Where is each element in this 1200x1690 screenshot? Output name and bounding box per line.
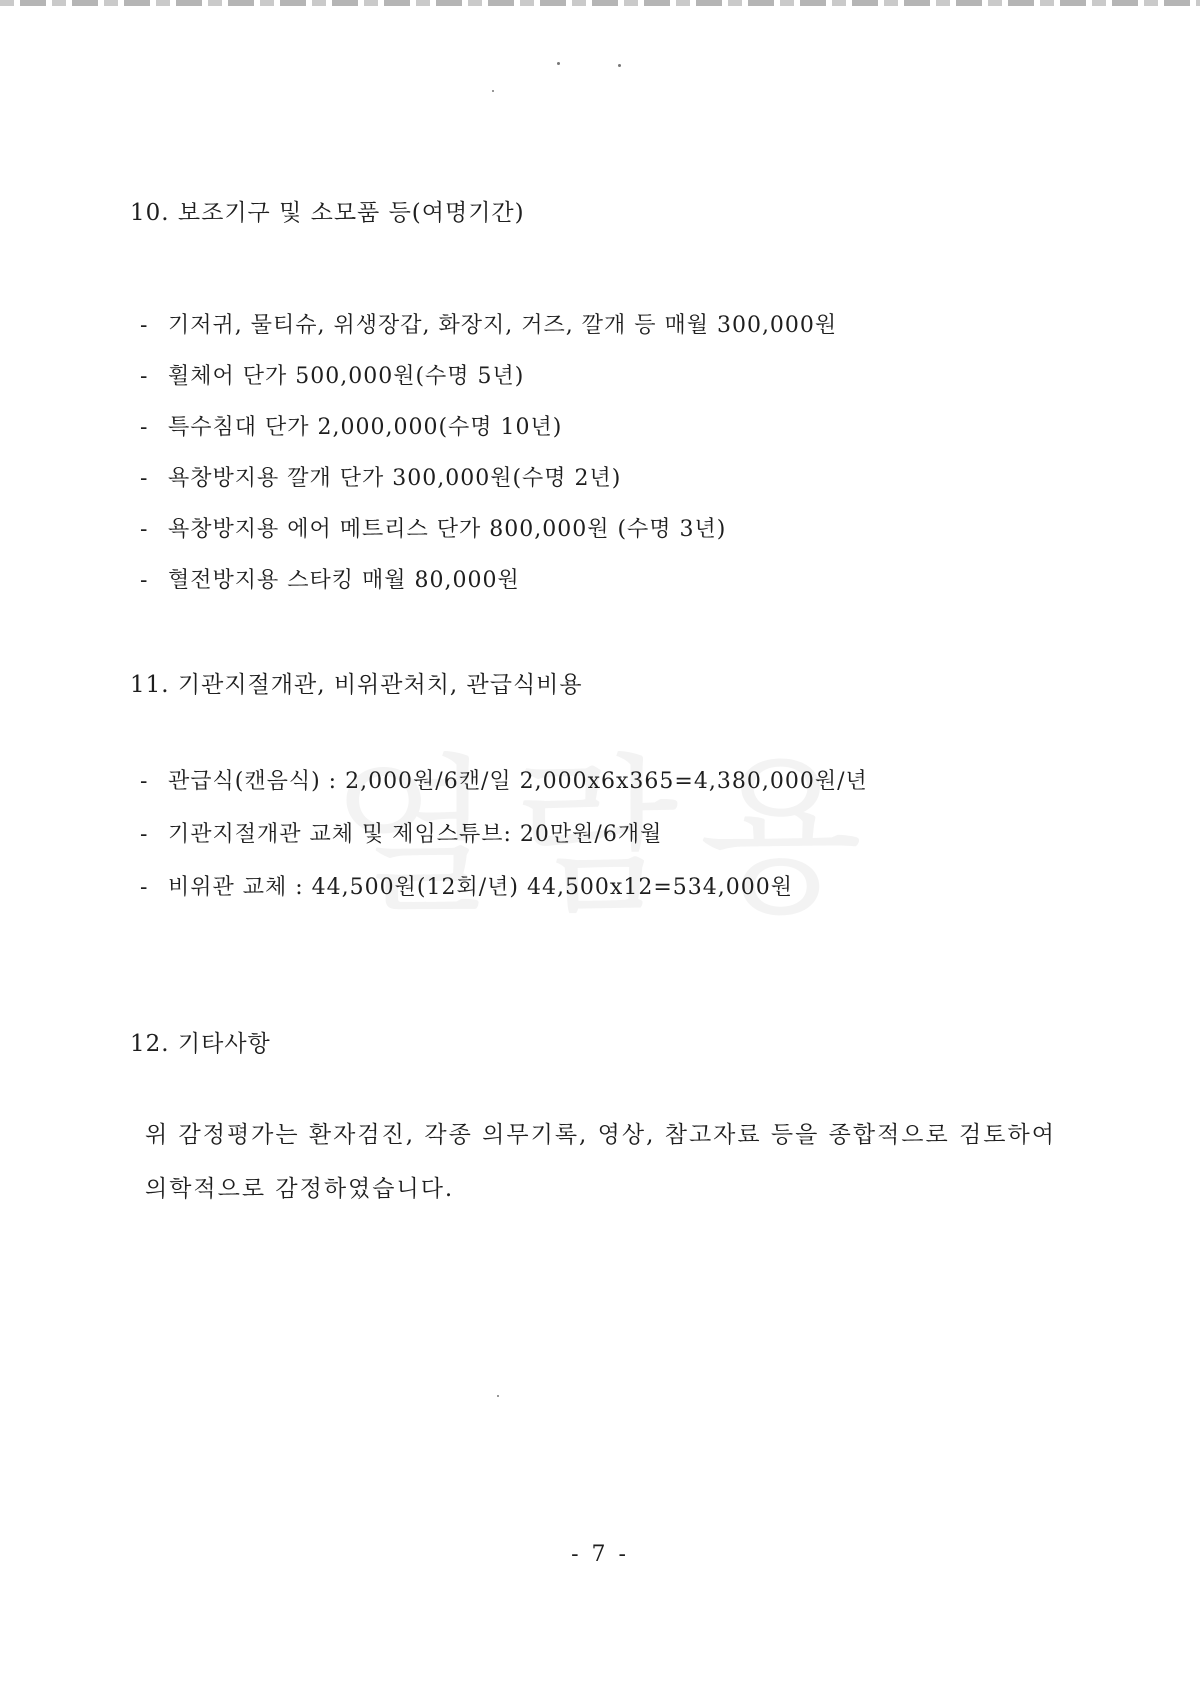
- list-item-text: 관급식(캔음식) : 2,000원/6캔/일 2,000x6x365=4,380,000원/년: [168, 769, 868, 794]
- list-item: [140, 351, 837, 402]
- scan-speck: [618, 64, 621, 67]
- list-item-text: 휠체어 단가 500,000원(수명 5년): [168, 364, 525, 389]
- list-marker: -: [140, 313, 149, 338]
- list-marker: -: [140, 364, 149, 389]
- scan-speck: [497, 1395, 499, 1397]
- section-11-title: 11. 기관지절개관, 비위관처치, 관급식비용: [130, 672, 583, 698]
- list-item: [140, 402, 837, 453]
- list-marker: -: [140, 415, 149, 440]
- list-item-text: 욕창방지용 에어 메트리스 단가 800,000원 (수명 3년): [168, 517, 727, 542]
- section-11-list: [140, 755, 868, 914]
- list-item-text: 욕창방지용 깔개 단가 300,000원(수명 2년): [168, 466, 622, 491]
- list-item: [140, 555, 837, 606]
- list-item-text: 기저귀, 물티슈, 위생장갑, 화장지, 거즈, 깔개 등 매월 300,000원: [168, 313, 838, 338]
- scan-artifact-header: [0, 0, 1200, 6]
- list-item: [140, 861, 868, 914]
- scan-speck: [492, 90, 494, 92]
- conclusion-paragraph: [145, 1108, 1085, 1216]
- paragraph-line: 의학적으로 감정하였습니다.: [145, 1176, 455, 1202]
- list-item-text: 혈전방지용 스타킹 매월 80,000원: [168, 568, 520, 593]
- list-marker: -: [140, 517, 149, 542]
- list-item: [140, 755, 868, 808]
- section-10-list: [140, 300, 837, 606]
- list-marker: -: [140, 875, 149, 900]
- section-12-title: 12. 기타사항: [130, 1031, 271, 1057]
- list-marker: -: [140, 769, 149, 794]
- list-item-text: 특수침대 단가 2,000,000(수명 10년): [168, 415, 563, 440]
- list-item-text: 비위관 교체 : 44,500원(12회/년) 44,500x12=534,000원: [168, 875, 793, 900]
- list-item-text: 기관지절개관 교체 및 제임스튜브: 20만원/6개월: [168, 822, 663, 847]
- page-number: - 7 -: [571, 1542, 629, 1567]
- list-marker: -: [140, 822, 149, 847]
- list-item: [140, 300, 837, 351]
- list-marker: -: [140, 568, 149, 593]
- list-item: [140, 504, 837, 555]
- section-10-title: 10. 보조기구 및 소모품 등(여명기간): [130, 200, 525, 226]
- paragraph-line: 위 감정평가는 환자검진, 각종 의무기록, 영상, 참고자료 등을 종합적으로 검토하여: [145, 1122, 1056, 1148]
- scan-speck: [557, 62, 560, 65]
- list-marker: -: [140, 466, 149, 491]
- list-item: [140, 808, 868, 861]
- list-item: [140, 453, 837, 504]
